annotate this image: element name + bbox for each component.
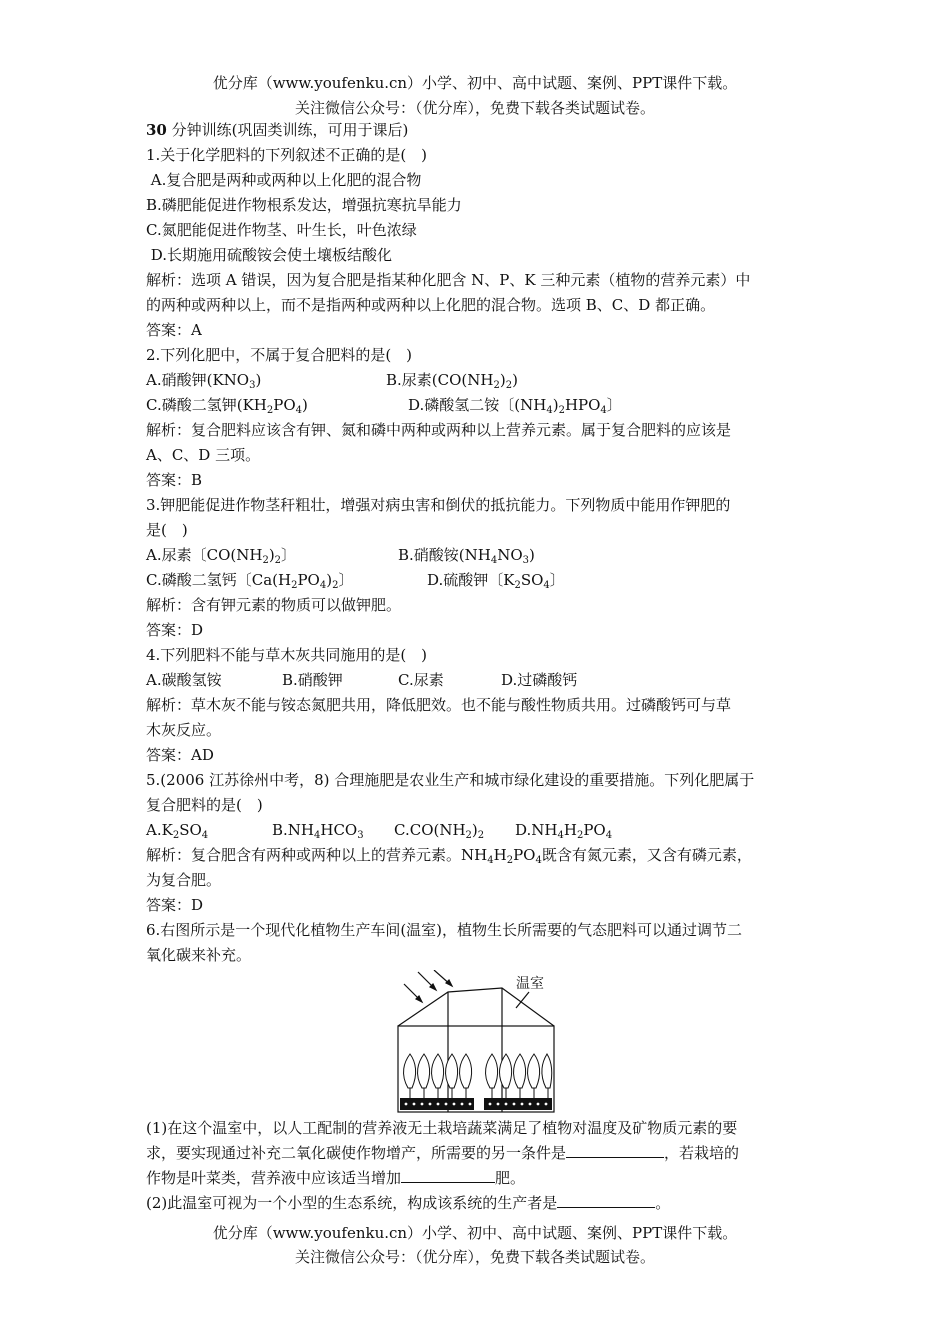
q2-stem: 2.下列化肥中，不属于复合肥料的是( ) — [146, 346, 413, 364]
greenhouse-diagram — [396, 970, 556, 1114]
q5-options — [146, 818, 810, 843]
q1-stem: 1.关于化学肥料的下列叙述不正确的是( ) — [146, 146, 428, 164]
plants-right — [486, 1054, 552, 1088]
q4-option-c: C.尿素 — [398, 671, 444, 689]
q3-answer: 答案：D — [146, 621, 204, 639]
q4-option-a: A.碳酸氢铵 — [146, 671, 222, 689]
q4-options — [146, 668, 810, 693]
q1-option-a: A.复合肥是两种或两种以上化肥的混合物 — [146, 171, 422, 189]
header-line-2: 关注微信公众号：（优分库），免费下载各类试题试卷。 — [294, 99, 655, 117]
q1-analysis-2: 的两种或两种以上，而不是指两种或两种以上化肥的混合物。选项 B、C、D 都正确。 — [146, 296, 716, 314]
q2-option-a: A.硝酸钾$(KNO_3)$ — [146, 371, 262, 391]
q2-option-b: B.尿素$(CO(NH_2)_2)$ — [386, 371, 518, 391]
q3-analysis: 解析：含有钾元素的物质可以做钾肥。 — [146, 596, 402, 614]
q5-option-d: $D.NH_4H_2PO_4$ — [515, 821, 613, 841]
q5-answer: 答案：D — [146, 896, 204, 914]
q2-answer: 答案：B — [146, 471, 203, 489]
q6-part2: (2)此温室可视为一个小型的生态系统，构成该系统的生产者是 。 — [146, 1194, 671, 1212]
plant-roots — [410, 1088, 548, 1098]
q4-answer: 答案：AD — [146, 746, 214, 764]
q4-option-b: B.硝酸钾 — [282, 671, 343, 689]
q5-option-a: $A.K_2SO_4$ — [146, 821, 209, 841]
q3-option-d: D.硫酸钾〔$K_2SO_4$〕 — [427, 571, 565, 591]
header-line-1: 优分库（www.youfenku.cn）小学、初中、高中试题、案例、PPT课件下载。 — [212, 74, 738, 92]
q5-analysis-1: 解析：复合肥含有两种或两种以上的营养元素。$NH_4H_2PO_4$既含有氮元素，又含有磷元素， — [146, 846, 752, 866]
document-body — [146, 118, 810, 1216]
q6-part1-line2: 求，要实现通过补充二氧化碳使作物增产，所需要的另一条件是 ，若栽培的 — [146, 1144, 740, 1162]
q1-option-c: C.氮肥能促进作物茎、叶生长，叶色浓绿 — [146, 221, 417, 239]
q2-option-d: D.磷酸氢二铵〔$(NH_4)_2HPO_4$〕 — [408, 396, 622, 416]
q6-stem-1: 6.右图所示是一个现代化植物生产车间(温室)，植物生长所需要的气态肥料可以通过调节二 — [146, 921, 743, 939]
greenhouse-label: 温室 — [516, 976, 544, 992]
q5-option-c: $C.CO(NH_2)_2$ — [394, 821, 485, 841]
section-title: 30 分钟训练(巩固类训练，可用于课后) — [146, 121, 409, 139]
q1-analysis-1: 解析：选项 A 错误，因为复合肥是指某种化肥含 N、P、K 三种元素（植物的营养元素）中 — [146, 271, 751, 289]
q2-analysis-2: A、C、D 三项。 — [146, 446, 261, 464]
q2-option-c: C.磷酸二氢钾$(KH_2PO_4)$ — [146, 396, 308, 416]
greenhouse-roof — [398, 988, 554, 1026]
q1-option-b: B.磷肥能促进作物根系发达，增强抗寒抗旱能力 — [146, 196, 462, 214]
q3-options-row-2 — [146, 568, 810, 593]
q2-analysis-1: 解析：复合肥料应该含有钾、氮和磷中两种或两种以上营养元素。属于复合肥料的应该是 — [146, 421, 732, 439]
q4-analysis-1: 解析：草木灰不能与铵态氮肥共用，降低肥效。也不能与酸性物质共用。过磷酸钙可与草 — [146, 696, 732, 714]
answer-blank-1[interactable] — [566, 1142, 664, 1158]
q2-options-row-1 — [146, 368, 810, 393]
q1-option-d: D.长期施用硫酸铵会使土壤板结酸化 — [146, 246, 393, 264]
q3-stem-2: 是( ) — [146, 521, 188, 539]
q5-stem-1: 5.(2006 江苏徐州中考，8) 合理施肥是农业生产和城市绿化建设的重要措施。下列化肥属于 — [146, 771, 755, 789]
greenhouse-figure — [146, 970, 810, 1116]
answer-blank-3[interactable] — [557, 1192, 655, 1208]
q2-options-row-2 — [146, 393, 810, 418]
q6-part1-line1: (1)在这个温室中，以人工配制的营养液无土栽培蔬菜满足了植物对温度及矿物质元素的要 — [146, 1119, 738, 1137]
q5-analysis-2: 为复合肥。 — [146, 871, 222, 889]
q5-stem-2: 复合肥料的是( ) — [146, 796, 263, 814]
footer-line-1: 优分库（www.youfenku.cn）小学、初中、高中试题、案例、PPT课件下载。 — [212, 1224, 738, 1242]
answer-blank-2[interactable] — [401, 1167, 495, 1183]
q3-option-b: B.硝酸铵$(NH_4NO_3)$ — [398, 546, 535, 566]
q3-stem-1: 3.钾肥能促进作物茎秆粗壮，增强对病虫害和倒伏的抵抗能力。下列物质中能用作钾肥的 — [146, 496, 731, 514]
q3-options-row-1 — [146, 543, 810, 568]
q4-stem: 4.下列肥料不能与草木灰共同施用的是( ) — [146, 646, 428, 664]
q6-part1-line3: 作物是叶菜类，营养液中应该适当增加 肥。 — [146, 1169, 526, 1187]
q6-stem-2: 氧化碳来补充。 — [146, 946, 252, 964]
q5-option-b: $B.NH_4HCO_3$ — [272, 821, 364, 841]
q4-option-d: D.过磷酸钙 — [501, 671, 578, 689]
q3-option-a: A.尿素〔$CO(NH_2)_2$〕 — [146, 546, 297, 566]
q4-analysis-2: 木灰反应。 — [146, 721, 222, 739]
plants-left — [404, 1054, 472, 1088]
q3-option-c: C.磷酸二氢钙〔$Ca(H_2PO_4)_2$〕 — [146, 571, 354, 591]
q1-answer: 答案：A — [146, 321, 202, 339]
footer-line-2: 关注微信公众号：（优分库），免费下载各类试题试卷。 — [294, 1248, 655, 1266]
nutrient-bed-right — [484, 1098, 552, 1110]
